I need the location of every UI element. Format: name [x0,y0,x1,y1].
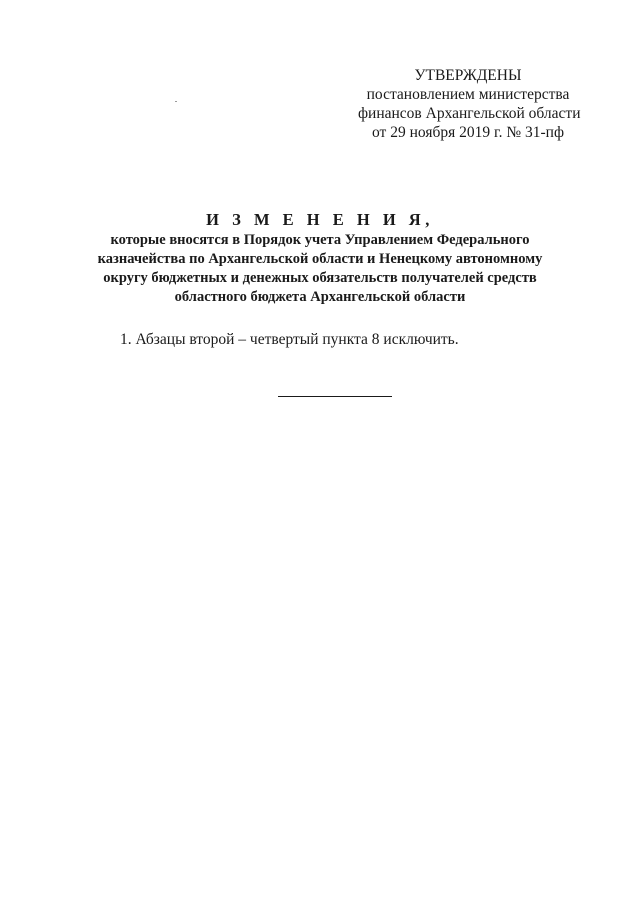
amendment-item: 1. Абзацы второй – четвертый пункта 8 исключить. [120,331,459,348]
approval-issuer-line: постановлением министерства [366,86,570,103]
document-title: И З М Е Н Е Н И Я, [206,210,434,229]
approval-status: УТВЕРЖДЕНЫ [414,67,522,84]
document-heading [80,210,560,307]
heading-line: которые вносятся в Порядок учета Управлением Федерального [110,232,530,248]
approval-issuer-line: финансов Архангельской области [358,105,581,122]
heading-line: округу бюджетных и денежных обязательств получателей средств [103,270,537,286]
closing-rule [278,396,392,397]
approval-block [358,66,581,142]
approval-date-number: от 29 ноября 2019 г. № 31-пф [372,124,564,141]
heading-line: казначейства по Архангельской области и Ненецкому автономному [97,251,543,267]
heading-line: областного бюджета Архангельской области [174,289,466,305]
scan-speck [175,101,177,102]
